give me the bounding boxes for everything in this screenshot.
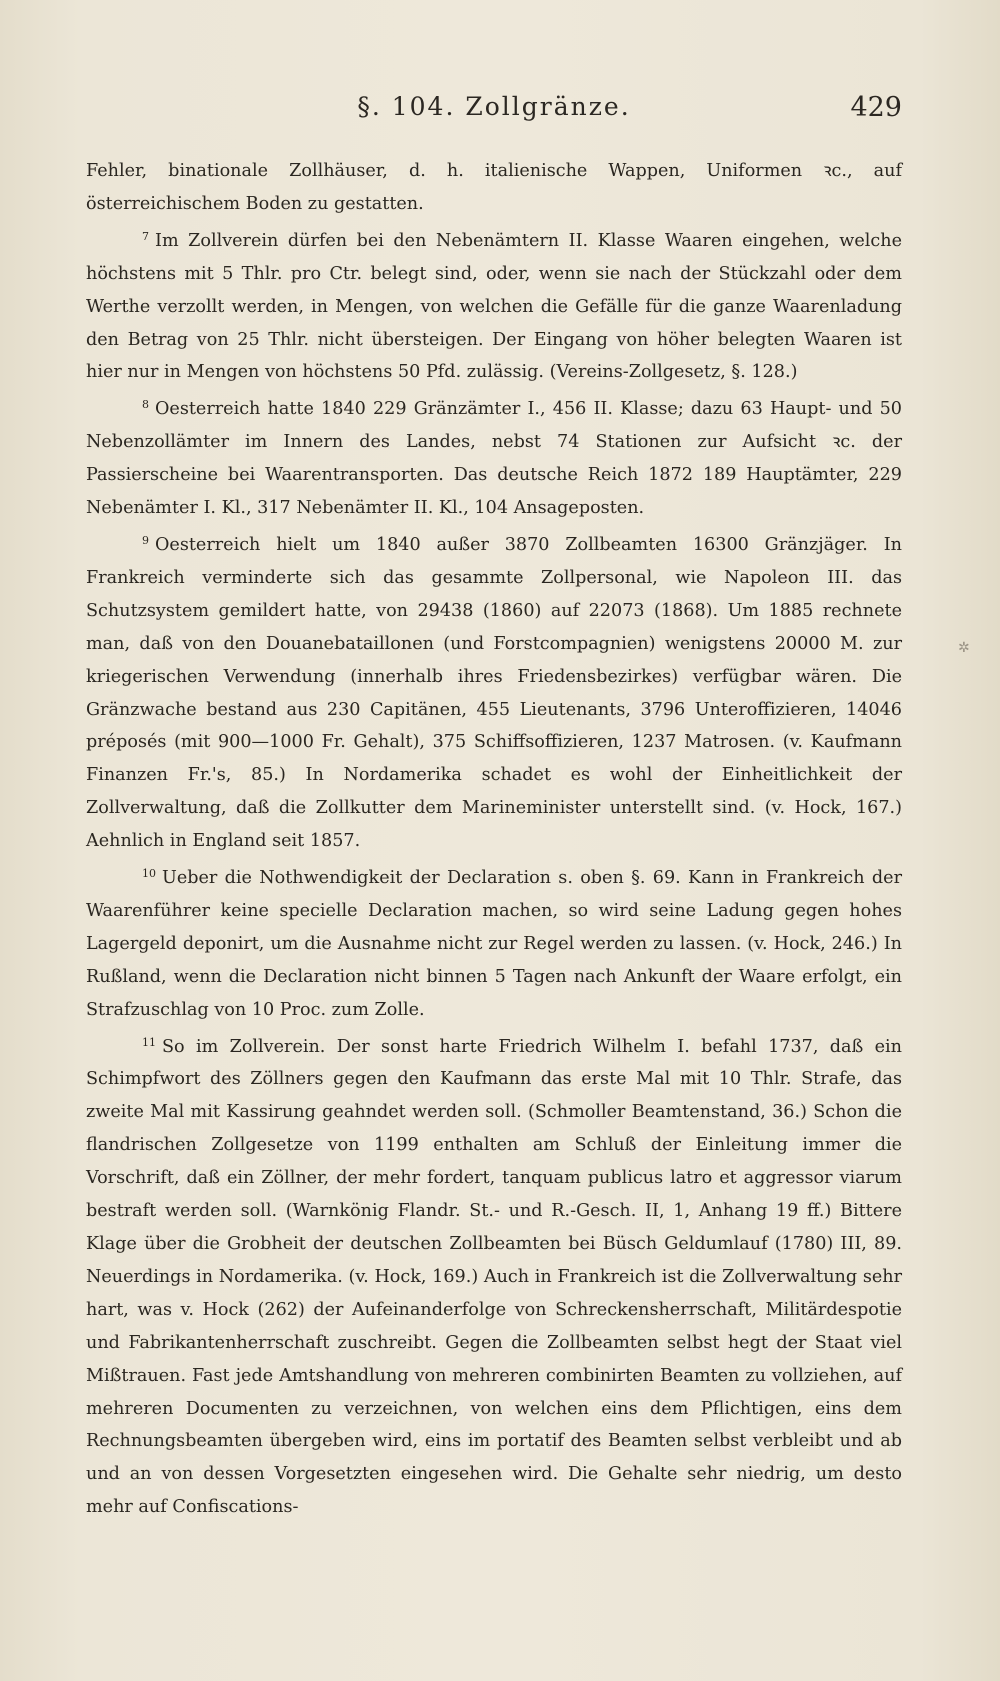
footnote-text: Im Zollverein dürfen bei den Nebenämtern II. Klasse Waaren eingehen, welche höchstens mit 5 Thlr. pro Ctr. belegt sind, oder, wenn sie nach der Stückzahl oder dem Werthe verzollt werden, in Mengen, von welchen die Gefälle für die ganze Waarenladung den Betrag von 25 Thlr. nicht übersteigen. Der Eingang von höher belegten Waaren ist hier nur in Mengen von höchstens 50 Pfd. zulässig. (Vereins-Zollgesetz, §. 128.) [86,230,902,383]
footnote-text: Oesterreich hatte 1840 229 Gränzämter I., 456 II. Klasse; dazu 63 Haupt- und 50 Nebenzollämter im Innern des Landes, nebst 74 Stationen zur Aufsicht ꝛc. der Passierscheine bei Waarentransporten. Das deutsche Reich 1872 189 Hauptämter, 229 Nebenämter I. Kl., 317 Nebenämter II. Kl., 104 Ansageposten. [86,399,902,519]
footnote-text: Fehler, binationale Zollhäuser, d. h. italienische Wappen, Uniformen ꝛc., auf österreichischem Boden zu gestatten. [86,161,902,214]
footnote-11 [86,1027,902,1525]
page-number: 429 [850,92,902,123]
footnote-text: Oesterreich hielt um 1840 außer 3870 Zollbeamten 16300 Gränzjäger. In Frankreich verminderte sich das gesammte Zollpersonal, wie Napoleon III. das Schutzsystem gemildert hatte, von 29438 (1860) auf 22073 (1868). Um 1885 rechnete man, daß von den Douanebataillonen (und Forstcompagnien) wenigstens 20000 M. zur kriegerischen Verwendung (innerhalb ihres Friedensbezirkes) verfügbar wären. Die Gränzwache bestand aus 230 Capitänen, 455 Lieutenants, 3796 Unteroffizieren, 14046 préposés (mit 900—1000 Fr. Gehalt), 375 Schiffsoffizieren, 1237 Matrosen. (v. Kaufmann Finanzen Fr.'s, 85.) In Nordamerika schadet es wohl der Einheitlichkeit der Zollverwaltung, daß die Zollkutter dem Marineminister unterstellt sind. (v. Hock, 167.) Aehnlich in England seit 1857. [86,534,902,852]
footnote-text: So im Zollverein. Der sonst harte Friedrich Wilhelm I. befahl 1737, daß ein Schimpfwort des Zöllners gegen den Kaufmann das erste Mal mit 10 Thlr. Strafe, das zweite Mal mit Kassirung geahndet werden soll. (Schmoller Beamtenstand, 36.) Schon die flandrischen Zollgesetze von 1199 enthalten am Schluß der Einleitung immer die Vorschrift, daß ein Zöllner, der mehr fordert, tanquam publicus latro et aggressor viarum bestraft werden soll. (Warnkönig Flandr. St.- und R.-Gesch. II, 1, Anhang 19 ff.) Bittere Klage über die Grobheit der deutschen Zollbeamten bei Büsch Geldumlauf (1780) III, 89. Neuerdings in Nordamerika. (v. Hock, 169.) Auch in Frankreich ist die Zollverwaltung sehr hart, was v. Hock (262) der Aufeinanderfolge von Schreckensherrschaft, Militärdespotie und Fabrikantenherrschaft zuschreibt. Gegen die Zollbeamten selbst hegt der Staat viel Mißtrauen. Fast jede Amtshandlung von mehreren combinirten Beamten zu vollziehen, auf mehreren Documenten zu verzeichnen, von welchen eins dem Pflichtigen, eins dem Rechnungsbeamten übergeben wird, eins im portatif des Beamten selbst verbleibt und ab und an von dessen Vorgesetzten eingesehen wird. Die Gehalte sehr niedrig, um desto mehr auf Confiscations- [86,1036,902,1518]
footnote-continuation [86,155,902,221]
footnote-marker: 10 [142,867,156,881]
footnote-9 [86,525,902,858]
running-head [86,92,902,132]
footnote-10 [86,858,902,1027]
footnote-marker: 7 [142,229,149,243]
footnote-7 [86,221,902,390]
section-title: §. 104. Zollgränze. [357,92,631,121]
paper-mark-icon: ✲ [958,640,970,656]
footnote-marker: 9 [142,533,149,547]
footnote-text: Ueber die Nothwendigkeit der Declaration s. oben §. 69. Kann in Frankreich der Waarenführer keine specielle Declaration machen, so wird seine Ladung gegen hohes Lagergeld deponirt, um die Ausnahme nicht zur Regel werden zu lassen. (v. Hock, 246.) In Rußland, wenn die Declaration nicht binnen 5 Tagen nach Ankunft der Waare erfolgt, ein Strafzuschlag von 10 Proc. zum Zolle. [86,868,902,1020]
footnote-marker: 11 [142,1035,156,1049]
footnote-marker: 8 [142,398,149,412]
footnote-8 [86,389,902,525]
footnotes-body [86,155,902,1524]
